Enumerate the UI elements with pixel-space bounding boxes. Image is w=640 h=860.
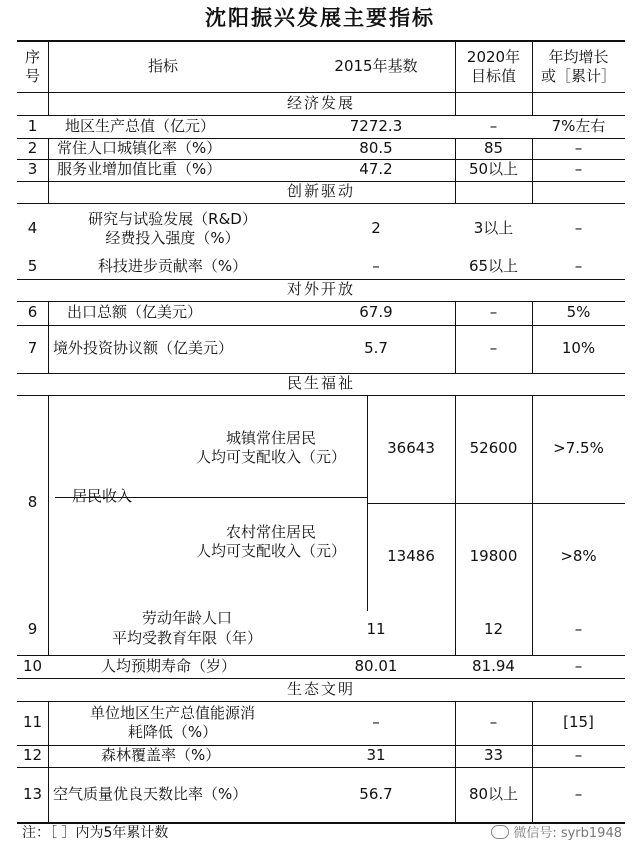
row-growth: –: [574, 257, 583, 276]
row-growth: –: [574, 784, 583, 803]
row-no: 1: [27, 116, 38, 135]
row-growth: 5%: [566, 303, 591, 322]
urban-income-label: 城镇常住居民 人均可支配收入（元）: [195, 428, 346, 466]
row-base: 31: [366, 746, 386, 765]
income-label: 居民收入: [72, 487, 133, 506]
header-indicator: 指标: [147, 57, 178, 76]
row-growth: –: [574, 219, 583, 238]
row-base: 80.5: [359, 138, 393, 157]
row-base: –: [372, 713, 380, 732]
row-base: 5.7: [364, 339, 388, 358]
row-no: 9: [27, 619, 38, 638]
row-indicator: 森林覆盖率（%）: [101, 746, 221, 765]
row-indicator: 单位地区生产总值能源消 耗降低（%）: [89, 703, 255, 741]
row-growth: –: [574, 656, 583, 675]
row-growth: –: [574, 138, 583, 157]
row-target: 50以上: [468, 160, 519, 179]
row-indicator: 服务业增加值比重（%）: [57, 160, 222, 179]
row-no: 8: [27, 493, 38, 512]
urban-income-base: 36643: [387, 439, 435, 458]
row-no: 4: [27, 219, 38, 238]
row-no: 2: [27, 138, 38, 157]
section-innovation: 创新驱动: [286, 182, 355, 201]
section-welfare: 民生福祉: [286, 374, 355, 393]
row-growth: 10%: [561, 339, 596, 358]
row-target: –: [489, 339, 498, 358]
row-base: 47.2: [359, 160, 393, 179]
indicators-table: [17, 40, 625, 824]
header-base: 2015年基数: [334, 57, 418, 76]
row-target: –: [489, 303, 498, 322]
row-target: 85: [483, 138, 504, 157]
row-no: 11: [22, 713, 43, 732]
rural-income-target: 19800: [469, 547, 518, 566]
urban-income-growth: >7.5%: [553, 439, 604, 458]
row-no: 10: [22, 656, 43, 675]
header-growth: 年均增长 或［累计］: [540, 47, 616, 85]
row-target: 80以上: [468, 784, 519, 803]
row-indicator: 研究与试验发展（R&D） 经费投入强度（%）: [88, 209, 257, 247]
row-target: 33: [483, 746, 504, 765]
section-opening: 对外开放: [286, 280, 355, 299]
row-no: 5: [27, 257, 38, 276]
section-economy: 经济发展: [286, 93, 355, 112]
row-base: –: [372, 257, 380, 276]
row-base: 67.9: [359, 303, 393, 322]
footnote: 注：［ ］内为5年累计数: [22, 825, 169, 841]
row-base: 2: [371, 219, 381, 238]
header-target: 2020年 目标值: [466, 47, 521, 85]
row-base: 80.01: [354, 656, 398, 675]
row-growth: 7%左右: [551, 116, 606, 135]
row-target: –: [489, 713, 498, 732]
header-no: 序 号: [24, 47, 40, 85]
row-target: 3以上: [473, 219, 514, 238]
column-divider: [48, 395, 49, 655]
row-base: 56.7: [359, 784, 393, 803]
row-indicator: 空气质量优良天数比率（%）: [53, 784, 248, 803]
row-indicator: 常住人口城镇化率（%）: [57, 138, 222, 157]
row-target: 81.94: [472, 656, 515, 675]
rural-income-label: 农村常住居民 人均可支配收入（元）: [195, 522, 346, 560]
row-base: 11: [366, 619, 386, 638]
row-base: 7272.3: [349, 116, 403, 135]
row-growth: –: [574, 746, 583, 765]
section-ecology: 生态文明: [286, 679, 355, 698]
row-no: 3: [27, 160, 38, 179]
page-title: 沈阳振兴发展主要指标: [205, 6, 435, 30]
wechat-icon: [491, 825, 509, 839]
row-indicator: 人均预期寿命（岁）: [101, 656, 237, 675]
row-indicator: 出口总额（亿美元）: [67, 303, 203, 322]
row-no: 7: [27, 339, 38, 358]
rural-income-base: 13486: [387, 547, 435, 566]
row-indicator: 科技进步贡献率（%）: [97, 257, 248, 276]
urban-income-target: 52600: [469, 439, 518, 458]
row-no: 12: [22, 746, 43, 765]
row-target: –: [489, 116, 498, 135]
row-target: 65以上: [468, 257, 519, 276]
row-indicator: 境外投资协议额（亿美元）: [53, 339, 234, 358]
row-indicator: 劳动年龄人口 平均受教育年限（年）: [111, 609, 262, 647]
row-target: 12: [483, 619, 504, 638]
rural-income-growth: >8%: [560, 547, 597, 566]
row-no: 13: [22, 784, 43, 803]
row-growth: –: [574, 160, 583, 179]
row-indicator: 地区生产总值（亿元）: [65, 116, 216, 135]
row-no: 6: [27, 303, 38, 322]
watermark: [491, 822, 622, 841]
column-divider: [48, 301, 49, 373]
row-growth: –: [574, 619, 583, 638]
row-growth: [15]: [563, 713, 594, 732]
watermark-text: 微信号: syrb1948: [513, 826, 622, 841]
